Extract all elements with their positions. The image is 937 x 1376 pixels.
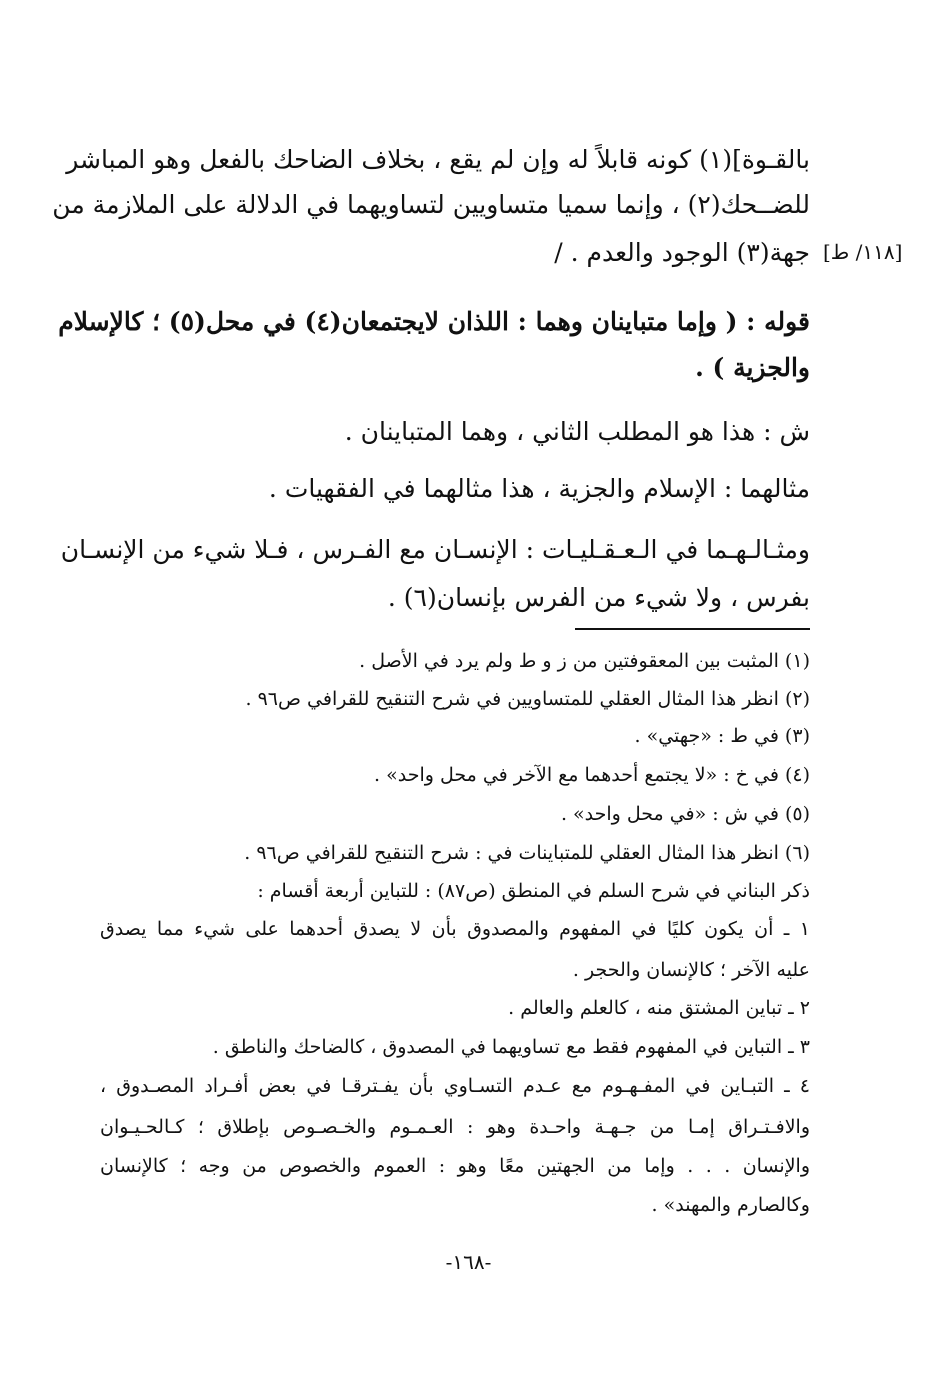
footnote-6-continuation: ذكر البناني في شرح السلم في المنطق (ص٨٧) : للتباين أربعة أقسام : — [257, 880, 810, 902]
margin-page-reference: [١١٨/ ط] — [823, 240, 903, 264]
footnote-6-item-1: ١ ـ أن يكون كليًا في المفهوم والمصدوق بأن لا يصدق أحدهما على شيء مما يصدق — [100, 918, 810, 940]
footnote-3: (٣) في ط : «جهتي» . — [634, 725, 810, 747]
para-line-2: مثالهما : الإسلام والجزية ، هذا مثالهما في الفقهيات . — [268, 474, 810, 503]
para-line-3: ومثـالـهـما في الـعـقـليـات : الإنسـان مع الفـرس ، فـلا شيء من الإنسـان — [60, 535, 810, 564]
footnote-separator — [575, 628, 810, 630]
quote-line-2: والجزية ) . — [695, 353, 810, 382]
footnote-2: (٢) انظر هذا المثال العقلي للمتساويين في شرح التنقيح للقرافي ص٩٦ . — [245, 688, 810, 710]
body-line-1: بالقـوة](١) كونه قابلاً له وإن لم يقع ، بخلاف الضاحك بالفعل وهو المباشر — [66, 145, 810, 174]
footnote-5: (٥) في ش : «في محل واحد» . — [560, 803, 810, 825]
body-line-3: جهة(٣) الوجود والعدم . / — [554, 238, 810, 267]
footnote-6: (٦) انظر هذا المثال العقلي للمتباينات في : شرح التنقيح للقرافي ص٩٦ . — [244, 842, 810, 864]
footnote-6-item-4: ٤ ـ التبـاين في المفـهـوم مع عـدم التسـاوي بأن يفـترقـا في بعض أفـراد المصـدوق ، — [100, 1075, 810, 1097]
footnote-6-item-4-cont-1: والافـتـراق إمـا من جـهـة واحـدة وهو : العـمـوم والخـصـوص بإطلاق ؛ كـالحـيـوان — [100, 1116, 810, 1138]
footnote-6-item-1-cont: عليه الآخر ؛ كالإنسان والحجر . — [572, 959, 810, 981]
body-line-2: للضــحك(٢) ، وإنما سميا متساويين لتساويهما في الدلالة على الملازمة من — [52, 190, 810, 219]
footnote-4: (٤) في خ : «لا يجتمع أحدهما مع الآخر في محل واحد» . — [374, 764, 810, 786]
page-number: -١٦٨- — [445, 1250, 492, 1274]
footnote-6-item-3: ٣ ـ التباين في المفهوم فقط مع تساويهما في المصدوق ، كالضاحك والناطق . — [212, 1036, 810, 1058]
footnote-1: (١) المثبت بين المعقوفتين من ز و ط ولم يرد في الأصل . — [359, 650, 810, 672]
footnote-6-item-4-cont-2: والإنسان . . . وإما من الجهتين معًا وهو : العموم والخصوص من وجه ؛ كالإنسان — [100, 1155, 810, 1177]
footnote-6-item-4-cont-3: وكالصارم والمهند» . — [651, 1194, 810, 1216]
para-line-4: بفرس ، ولا شيء من الفرس بإنسان(٦) . — [387, 583, 810, 612]
footnote-6-item-2: ٢ ـ تباين المشتق منه ، كالعلم والعالم . — [508, 997, 810, 1019]
quote-line-1: قوله : ( وإما متباينان وهما : اللذان لايجتمعان(٤) في محل(٥) ؛ كالإسلام — [58, 307, 810, 336]
para-line-1: ش : هذا هو المطلب الثاني ، وهما المتباينان . — [344, 417, 810, 446]
